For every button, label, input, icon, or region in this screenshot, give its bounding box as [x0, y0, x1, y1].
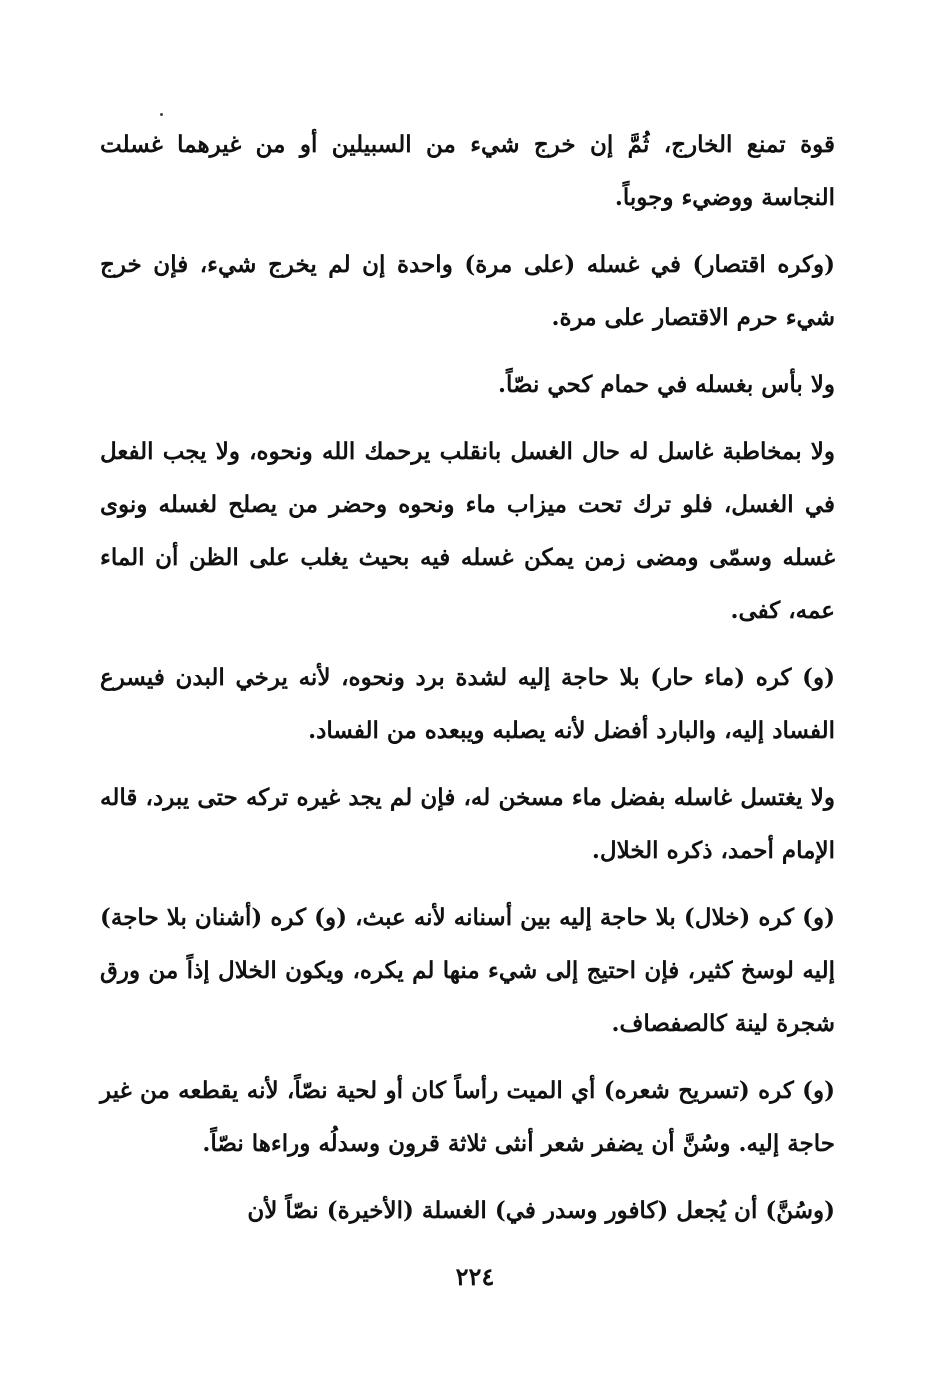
paragraph-2: (وكره اقتصار) في غسله (على مرة) واحدة إن لم يخرج شيء، فإن خرج شيء حرم الاقتصار على مرة. — [100, 251, 835, 331]
paragraph-4: ولا بمخاطبة غاسل له حال الغسل بانقلب يرحمك الله ونحوه، ولا يجب الفعل في الغسل، فلو ترك تحت ميزاب ماء ونحوه وحضر من يصلح لغسله ونوى غسله وسمّى ومضى زمن يمكن غسله فيه بحيث يغلب على الظن أن الماء عمه، كفى. — [100, 438, 835, 624]
body-text — [100, 118, 835, 1251]
paragraph-6: ولا يغتسل غاسله بفضل ماء مسخن له، فإن لم يجد غيره تركه حتى يبرد، قاله الإمام أحمد، ذكره الخلال. — [100, 784, 835, 864]
page-number: ٢٢٤ — [455, 1262, 495, 1291]
paragraph-7: (و) كره (خلال) بلا حاجة إليه بين أسنانه لأنه عبث، (و) كره (أشنان بلا حاجة) إليه لوسخ كثير، فإن احتيج إلى شيء منها لم يكره، ويكون الخلال إذاً من ورق شجرة لينة كالصفصاف. — [100, 904, 835, 1037]
paragraph-8: (و) كره (تسريح شعره) أي الميت رأساً كان أو لحية نصّاً، لأنه يقطعه من غير حاجة إليه. وسُنَّ أن يضفر شعر أنثى ثلاثة قرون وسدلُه وراءها نصّاً. — [100, 1077, 835, 1157]
paragraph-5: (و) كره (ماء حار) بلا حاجة إليه لشدة برد ونحوه، لأنه يرخي البدن فيسرع الفساد إليه، والبارد أفضل لأنه يصلبه ويبعده من الفساد. — [100, 664, 835, 744]
paragraph-9: (وسُنَّ) أن يُجعل (كافور وسدر في) الغسلة (الأخيرة) نصّاً لأن — [247, 1197, 835, 1224]
print-speck — [160, 113, 163, 116]
paragraph-3: ولا بأس بغسله في حمام كحي نصّاً. — [498, 371, 835, 398]
paragraph-1: قوة تمنع الخارج، ثُمَّ إن خرج شيء من السبيلين أو من غيرهما غسلت النجاسة ووضيء وجوباً. — [100, 131, 835, 211]
